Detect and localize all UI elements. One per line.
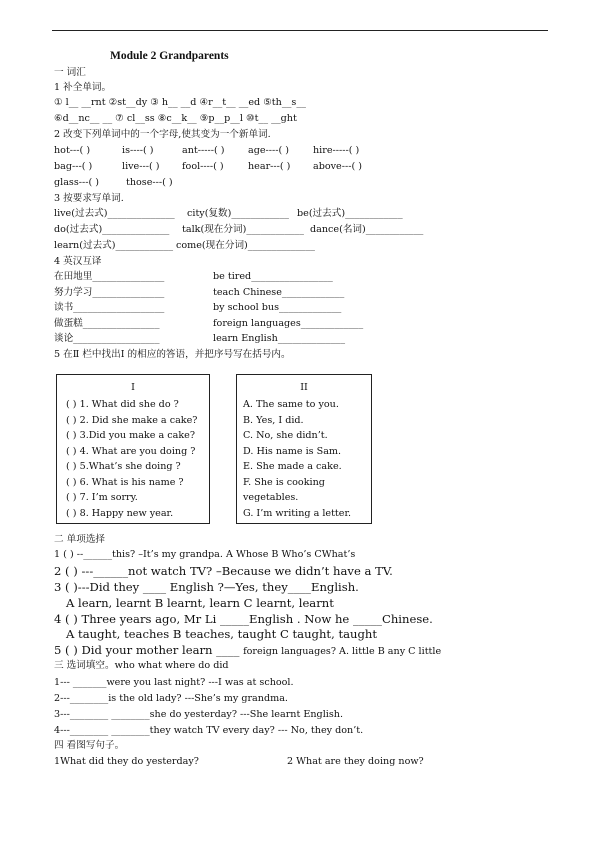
q2-heading: 2 改变下列单词中的一个字母,使其变为一个新单词. [54, 129, 271, 140]
q3-item: live(过去式)______________ [54, 208, 175, 219]
q2-item: live---( ) [122, 161, 160, 172]
match-answer: A. The same to you. [243, 399, 339, 410]
section-3-heading: 三 选词填空。who what where do did [54, 660, 229, 671]
q2-item: ant-----( ) [182, 145, 225, 156]
choice-question-4: 4 ( ) Three years ago, Mr Li _____English . Now he _____Chinese. [54, 612, 433, 626]
match-answer: G. I’m writing a letter. [243, 508, 352, 519]
q4-right-item: by school bus_____________ [213, 302, 342, 313]
q2-item: bag---( ) [54, 161, 93, 172]
match-answer: B. Yes, I did. [243, 415, 304, 426]
match-answer: C. No, she didn’t. [243, 430, 328, 441]
q2-item: hot---( ) [54, 145, 91, 156]
q2-item: above---( ) [313, 161, 362, 172]
match-column-2-header: II [300, 382, 308, 393]
match-answer: E. She made a cake. [243, 461, 342, 472]
choice-options-4: A taught, teaches B teaches, taught C taught, taught [66, 627, 378, 641]
q1-line-1: ① l__ __rnt ②st__dy ③ h__ __d ④r__t__ __ed ⑤th__s__ [54, 97, 306, 108]
q2-item: hire-----( ) [313, 145, 360, 156]
choice-question-5-part-a: 5 ( ) Did your mother learn ____ [54, 643, 240, 657]
page-title: Module 2 Grandparents [110, 50, 229, 62]
q3-item: learn(过去式)____________ [54, 240, 174, 251]
match-question: ( ) 5.What’s she doing ? [66, 461, 181, 472]
choice-options-3: A learn, learnt B learnt, learn C learnt, learnt [66, 596, 334, 610]
top-rule [52, 30, 548, 31]
q2-item: glass---( ) [54, 177, 100, 188]
section-2-heading: 二 单项选择 [54, 534, 106, 545]
choice-question-5-part-b: foreign languages? A. little B any C little [243, 646, 442, 657]
q4-left-item: 做蛋糕________________ [54, 318, 160, 329]
q2-item: age----( ) [248, 145, 290, 156]
q3-item: city(复数)____________ [187, 208, 289, 219]
q4-right-item: teach Chinese_____________ [213, 287, 345, 298]
choice-question-3: 3 ( )---Did they ____ English ?—Yes, they____English. [54, 580, 359, 594]
match-answer: F. She is cooking [243, 477, 325, 488]
picture-question-2: 2 What are they doing now? [287, 756, 424, 767]
match-question: ( ) 6. What is his name ? [66, 477, 184, 488]
fill-question-3: 3---________ ________she do yesterday? ---She learnt English. [54, 709, 343, 720]
match-question: ( ) 2. Did she make a cake? [66, 415, 198, 426]
match-question: ( ) 1. What did she do ? [66, 399, 179, 410]
q3-heading: 3 按要求写单词. [54, 193, 124, 204]
q3-item: be(过去式)____________ [297, 208, 403, 219]
q3-item: come(现在分词)______________ [176, 240, 315, 251]
fill-question-4: 4---________ ________they watch TV every day? --- No, they don’t. [54, 725, 364, 736]
match-question: ( ) 7. I’m sorry. [66, 492, 138, 503]
fill-question-1: 1--- _______were you last night? ---I was at school. [54, 677, 294, 688]
section-1-heading: 一 词汇 [54, 67, 86, 78]
q2-item: hear---( ) [248, 161, 291, 172]
q5-heading: 5 在Ⅱ 栏中找出Ⅰ 的相应的答语，并把序号写在括号内。 [54, 349, 291, 360]
match-question: ( ) 8. Happy new year. [66, 508, 174, 519]
q4-left-item: 读书___________________ [54, 302, 165, 313]
fill-question-2: 2---________is the old lady? ---She’s my grandma. [54, 693, 288, 704]
q4-left-item: 在田地里_______________ [54, 271, 165, 282]
q2-item: those---( ) [126, 177, 173, 188]
choice-question-5 [54, 643, 441, 659]
match-column-1-header: I [131, 382, 135, 393]
picture-question-1: 1What did they do yesterday? [54, 756, 199, 767]
q4-right-item: learn English______________ [213, 333, 345, 344]
q3-item: do(过去式)______________ [54, 224, 170, 235]
choice-question-2: 2 ( ) ---______not watch TV? –Because we didn’t have a TV. [54, 564, 393, 578]
match-answer: D. His name is Sam. [243, 446, 342, 457]
q4-right-item: be tired_________________ [213, 271, 333, 282]
q4-right-item: foreign languages_____________ [213, 318, 364, 329]
match-question: ( ) 3.Did you make a cake? [66, 430, 195, 441]
q3-item: talk(现在分词)____________ [182, 224, 304, 235]
match-question: ( ) 4. What are you doing ? [66, 446, 196, 457]
choice-question-1: 1 ( ) --______this? –It’s my grandpa. A Whose B Who’s CWhat’s [54, 549, 356, 560]
q1-line-2: ⑥d__nc__ __ ⑦ cl__ss ⑧c__k__ ⑨p__p__l ⑩t__ __ght [54, 113, 297, 124]
match-answer: vegetables. [243, 492, 299, 503]
q1-heading: 1 补全单词。 [54, 82, 112, 93]
section-4-heading: 四 看图写句子。 [54, 740, 125, 751]
match-column-1-box [56, 374, 210, 524]
match-column-2-box [236, 374, 372, 524]
q2-item: fool----( ) [182, 161, 224, 172]
q4-heading: 4 英汉互译 [54, 256, 102, 267]
q4-left-item: 努力学习_______________ [54, 287, 165, 298]
q2-item: is----( ) [122, 145, 154, 156]
q3-item: dance(名词)____________ [310, 224, 424, 235]
q4-left-item: 谈论__________________ [54, 333, 160, 344]
